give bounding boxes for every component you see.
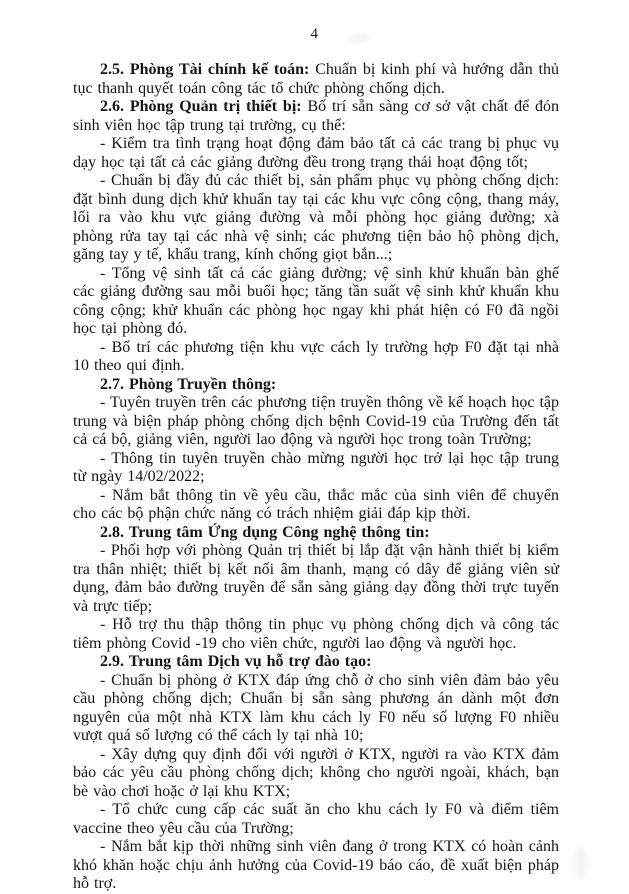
page-number: 4 [310, 26, 319, 42]
section-2-7-bullet-2: - Thông tin tuyên truyền chào mừng người học trở lại học tập trung từ ngày 14/02/2022; [73, 449, 559, 485]
section-2-9-bullet-3: - Tổ chức cung cấp các suất ăn cho khu cách ly F0 và điểm tiêm vaccine theo yêu cầu của Trường; [73, 801, 559, 837]
section-2-9-bullet-4: - Nắm bắt kịp thời những sinh viên đang ở trong KTX có hoàn cảnh khó khăn hoặc chịu ảnh hưởng của Covid-19 báo cáo, đề xuất biện pháp hỗ trợ. [73, 838, 559, 892]
section-2-9-heading: 2.9. Trung tâm Dịch vụ hỗ trợ đào tạo: [100, 653, 372, 670]
section-2-8-heading: 2.8. Trung tâm Ứng dụng Công nghệ thông tin: [100, 523, 430, 541]
section-2-9 [73, 653, 559, 672]
section-2-7-bullet-3: - Nắm bắt thông tin về yêu cầu, thắc mắc của sinh viên để chuyển cho các bộ phận chức năng có trách nhiệm giải đáp kịp thời. [73, 486, 559, 522]
section-2-8-bullet-2: - Hỗ trợ thu thập thông tin phục vụ phòng chống dịch và công tác tiêm phòng Covid -19 cho viên chức, người lao động và người học. [73, 616, 559, 652]
section-2-9-bullet-2: - Xây dựng quy định đối với người ở KTX, người ra vào KTX đảm bảo các yêu cầu phòng chống dịch; không cho người ngoài, khách, bạn bè vào chơi hoặc ở lại khu KTX; [73, 745, 559, 800]
section-2-7 [73, 376, 559, 395]
section-2-6 [73, 98, 559, 135]
scan-artifact [574, 845, 588, 879]
section-2-6-bullet-2: - Chuẩn bị đầy đủ các thiết bị, sản phẩm phục vụ phòng chống dịch: đặt bình dung dịch khử khuẩn tay tại các khu vực công cộng, thang máy, lối ra vào khu vực giảng đường và mỗi phòng học giảng đường; xà phòng rửa tay tại các nhà vệ sinh; các phương tiện bảo hộ phòng dịch, găng tay y tế, khẩu trang, kính chống giọt bắn...; [73, 172, 559, 263]
section-2-7-heading: 2.7. Phòng Truyền thông: [100, 375, 277, 393]
section-2-6-bullet-3: - Tổng vệ sinh tất cả các giảng đường; vệ sinh khử khuẩn bàn ghế các giảng đường sau mỗi buổi học; tăng tần suất vệ sinh khử khuẩn khu công cộng; khử khuẩn các phòng học ngay khi phát hiện có F0 đã ngồi học tại phòng đó. [73, 264, 559, 337]
section-2-9-bullet-1: - Chuẩn bị phòng ở KTX đáp ứng chỗ ở cho sinh viên đảm bảo yêu cầu phòng chống dịch; Chuẩn bị sẵn sàng phương án dành một đơn nguyên của một nhà KTX làm khu cách ly F0 nếu số lượng F0 nhiều vượt quá số lượng có thể cách ly tại nhà 10; [73, 671, 559, 744]
section-2-5-lead: Chuẩn bị kinh phí và hướng dẫn thủ tục thanh quyết toán công tác tổ chức phòng chống dịch. [73, 61, 559, 97]
section-2-6-bullet-1: - Kiểm tra tình trạng hoạt động đảm bảo tất cả các trang bị phục vụ dạy học tại tất cả các giảng đường đều trong trạng thái hoạt động tốt; [73, 135, 559, 171]
document-body [73, 61, 559, 894]
section-2-6-heading: 2.6. Phòng Quản trị thiết bị: [100, 98, 302, 115]
section-2-7-bullet-1: - Tuyên truyền trên các phương tiện truyền thông về kế hoạch học tập trung và biện pháp phòng chống dịch bệnh Covid-19 của Trường đến tất cả cá bộ, giảng viên, người lao động và người học trong toàn Trường; [73, 394, 559, 448]
section-2-8 [73, 524, 559, 543]
section-2-5-heading: 2.5. Phòng Tài chính kế toán: [100, 61, 310, 78]
section-2-6-lead: Bố trí sẵn sàng cơ sở vật chất để đón sinh viên học tập trung tại trường, cụ thể: [73, 98, 560, 134]
section-2-5 [73, 61, 559, 98]
section-2-8-bullet-1: - Phối hợp với phòng Quản trị thiết bị lắp đặt vận hành thiết bị kiểm tra thân nhiệt; thiết bị kết nối âm thanh, mạng có dây để giảng viên sử dụng, đảm bảo đường truyền để sẵn sàng giảng dạy đồng thời trực tuyến và trực tiếp; [73, 542, 559, 615]
section-2-6-bullet-4: - Bố trí các phương tiện khu vực cách ly trường hợp F0 đặt tại nhà 10 theo qui định. [73, 338, 559, 374]
